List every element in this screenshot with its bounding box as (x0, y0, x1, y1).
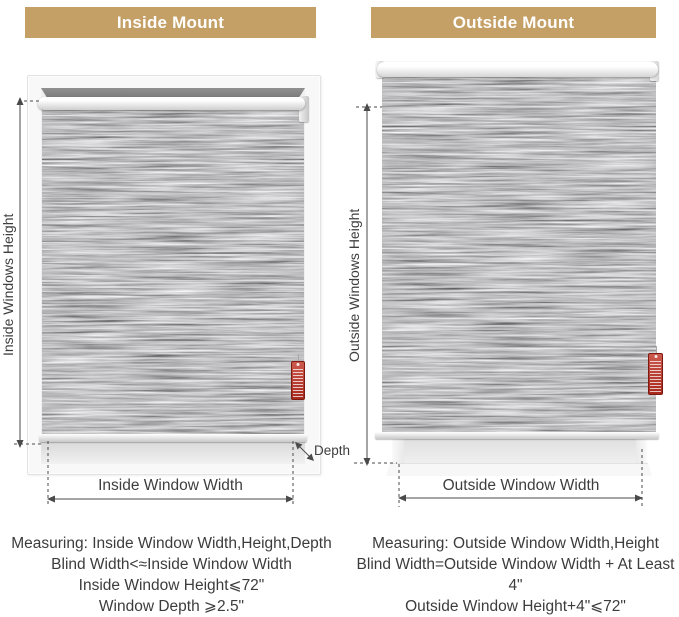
inside-roller-tube (38, 97, 305, 110)
inside-blind-fabric (42, 109, 304, 434)
inside-measuring-notes (4, 533, 339, 617)
inside-bottom-bar (39, 434, 307, 442)
tag-hole (297, 363, 300, 366)
outside-frame-recess (404, 439, 636, 463)
product-hang-tag-icon (648, 353, 663, 395)
tag-string (656, 346, 657, 353)
outside-mount-header: Outside Mount (371, 7, 656, 38)
outside-blind-fabric (382, 76, 656, 432)
inside-window-sill (41, 442, 305, 464)
inside-window-opening (41, 88, 305, 464)
outside-roller-tube (377, 62, 658, 77)
outside-bottom-bar (375, 432, 659, 439)
fabric-texture (42, 109, 304, 434)
inside-window-frame (27, 75, 321, 475)
tag-text-lines (650, 361, 661, 392)
tag-text-lines (293, 369, 303, 397)
note-line: Blind Width=Outside Window Width + At Least 4" (356, 556, 675, 594)
fabric-texture (382, 76, 656, 432)
tag-string (298, 354, 299, 361)
outside-height-label: Outside Windows Height (346, 208, 362, 362)
tag-hole (654, 355, 657, 358)
note-line: Measuring: Inside Window Width,Height,Depth (11, 535, 332, 552)
note-line: Measuring: Outside Window Width,Height (372, 535, 659, 552)
product-hang-tag-icon (291, 361, 305, 400)
note-line: Outside Window Height+4"⩽72" (405, 598, 626, 615)
inside-height-label: Inside Windows Height (0, 213, 16, 357)
outside-window-sill (386, 463, 652, 476)
depth-label: Depth (314, 443, 351, 458)
inside-mount-header: Inside Mount (25, 7, 316, 38)
note-line: Window Depth ⩾2.5" (98, 598, 245, 615)
note-line: Inside Window Height⩽72" (78, 577, 265, 594)
note-line: Blind Width<≈Inside Window Width (51, 556, 292, 573)
inside-width-label: Inside Window Width (98, 477, 243, 494)
outside-width-label: Outside Window Width (442, 477, 600, 494)
outside-measuring-notes (352, 533, 679, 617)
